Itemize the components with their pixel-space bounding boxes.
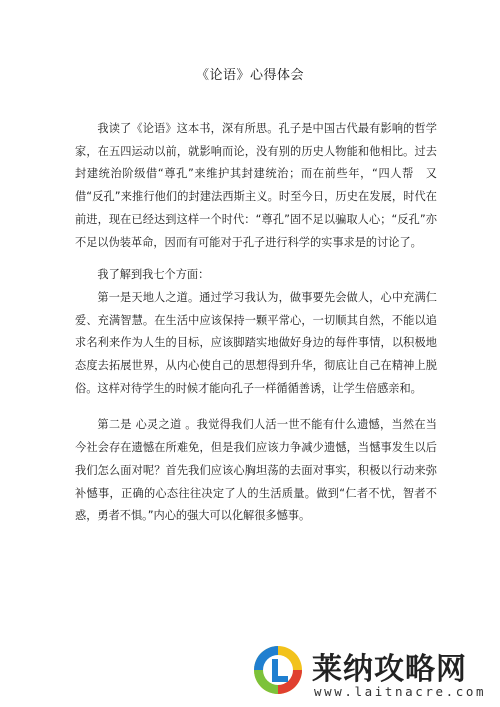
document-body bbox=[75, 118, 437, 528]
paragraph-intro: 我读了《论语》这本书，深有所思。孔子是中国古代最有影响的哲学家，在五四运动以前，就影响而论，没有别的历史人物能和他相比。过去封建统治阶级借“尊孔”来维护其封建统治；而在前些年，“四人帮 又借“反孔”来推行他们的封建法西斯主义。时至今日，历史在发展，时代在前进，现在已经达到这样一个时代：“尊孔”固不足以骗取人心；“反孔”亦不足以伪装革命，因而有可能对于孔子进行科学的实事求是的讨论了。 bbox=[75, 122, 437, 249]
watermark-brand: 莱纳攻略网 bbox=[312, 652, 467, 687]
paragraph-aspects-heading: 我了解到我七个方面： bbox=[97, 268, 210, 282]
watermark-logo bbox=[252, 644, 498, 704]
watermark-url: www.laitnacre.com bbox=[314, 684, 487, 699]
site-logo-icon bbox=[252, 644, 304, 696]
document-title: 《论语》心得体会 bbox=[195, 68, 304, 83]
paragraph-aspect-two: 第二是 心灵之道 。我觉得我们人活一世不能有什么遗憾，当然在当今社会存在遗憾在所难免，但是我们应该力争减少遗憾，当憾事发生以后我们怎么面对呢？首先我们应该心胸坦荡的去面对事实，积极以行动来弥补憾事，正确的心态往往决定了人的生活质量。做到“仁者不忧，智者不惑，勇者不惧。”内心的强大可以化解很多憾事。 bbox=[75, 418, 437, 523]
paragraph-aspect-one: 第一是天地人之道。通过学习我认为，做事要先会做人，心中充满仁爱、充满智慧。在生活中应该保持一颗平常心，一切顺其自然，不能以追求名利来作为人生的目标，应该脚踏实地做好身边的每件事情，以积极地态度去拓展世界，从内心使自己的思想得到升华，彻底让自己在精神上脱俗。这样对待学生的时候才能向孔子一样循循善诱，让学生倍感亲和。 bbox=[75, 290, 437, 395]
